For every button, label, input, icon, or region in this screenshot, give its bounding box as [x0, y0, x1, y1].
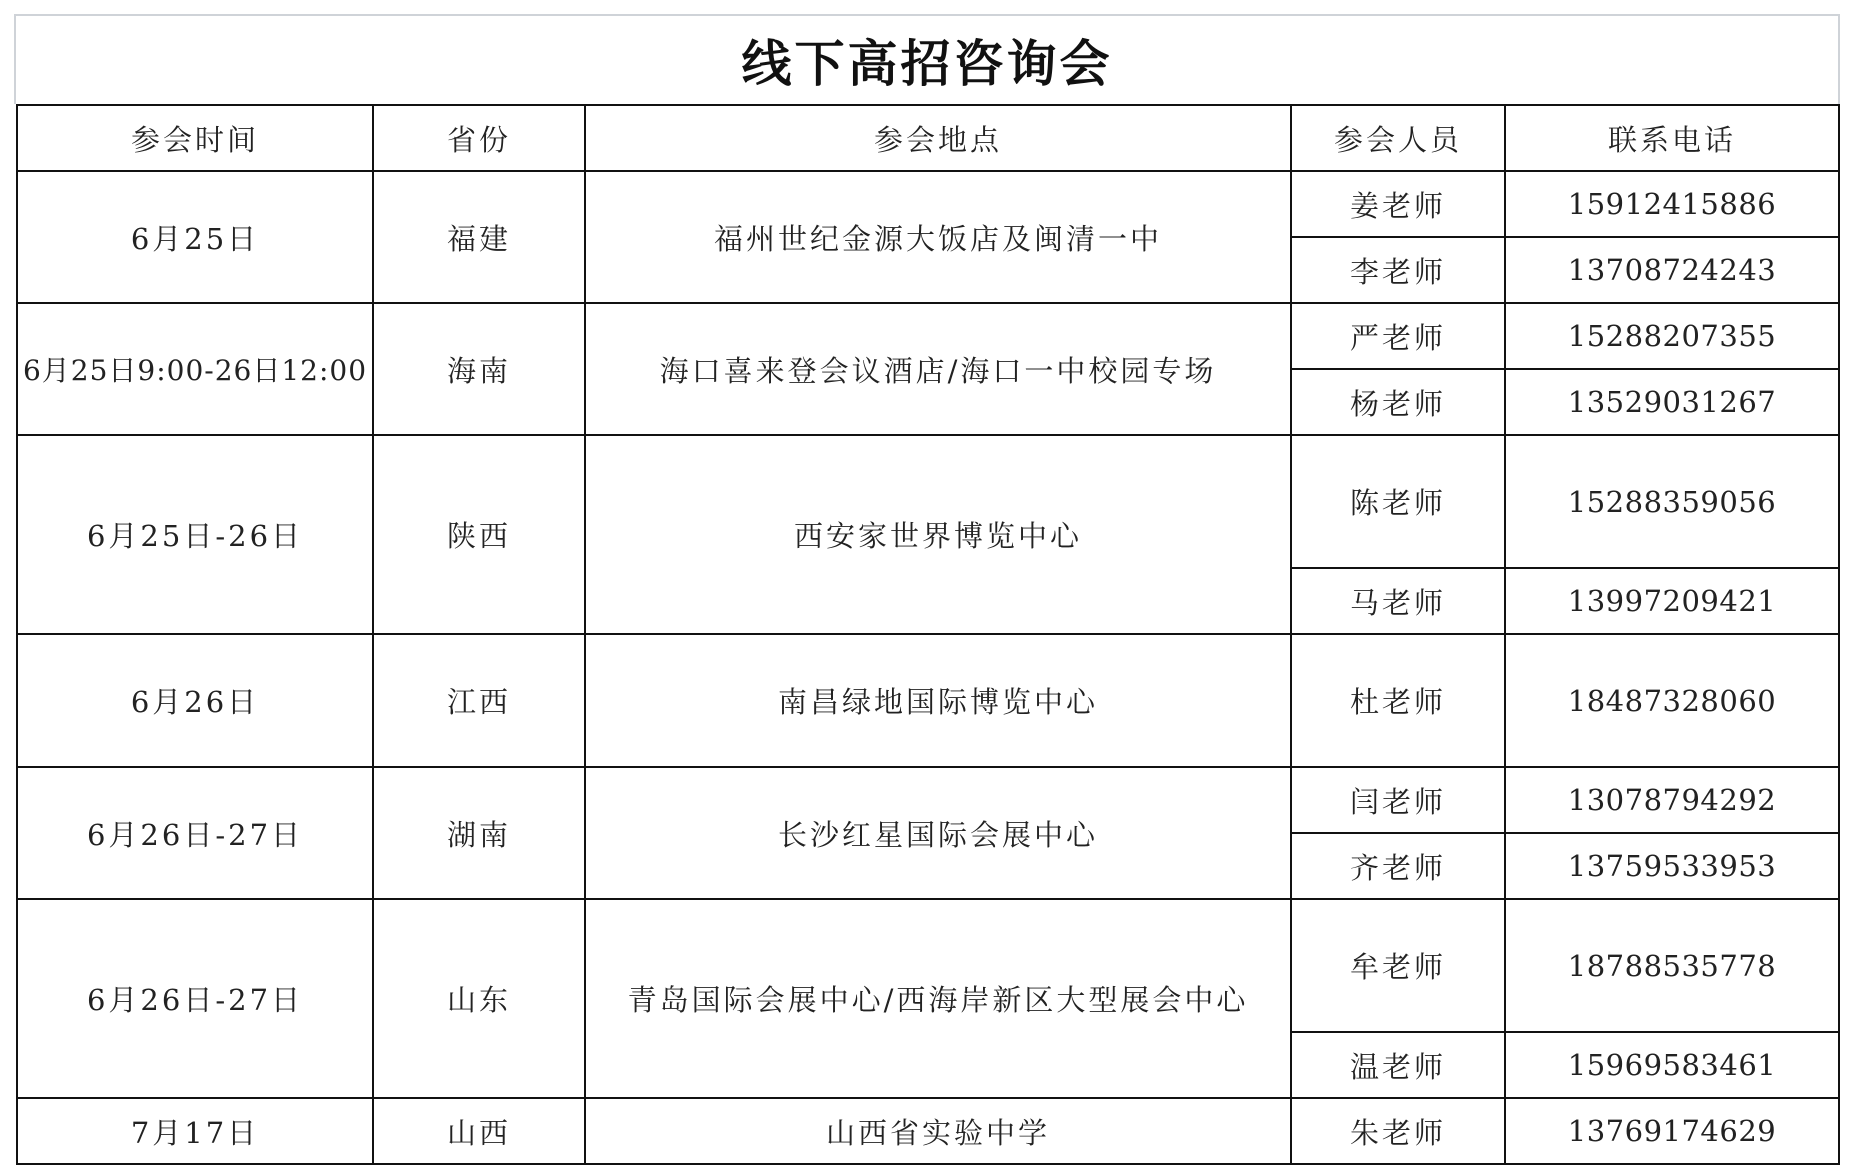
table-row: [17, 634, 1839, 767]
time-cell: 6月25日9:00-26日12:00: [17, 303, 373, 435]
location-cell: 海口喜来登会议酒店/海口一中校园专场: [585, 303, 1291, 435]
header-row: [17, 105, 1839, 171]
phone-cell: 15912415886: [1505, 171, 1839, 237]
staff-cell: 严老师: [1291, 303, 1505, 369]
time-cell: 6月25日-26日: [17, 435, 373, 634]
phone-cell: 13759533953: [1505, 833, 1839, 899]
time-cell: 6月26日-27日: [17, 767, 373, 899]
staff-cell: 陈老师: [1291, 435, 1505, 568]
staff-cell: 朱老师: [1291, 1098, 1505, 1164]
table-row: [17, 303, 1839, 369]
staff-cell: 闫老师: [1291, 767, 1505, 833]
province-cell: 陕西: [373, 435, 585, 634]
table-row: [17, 435, 1839, 568]
staff-cell: 杜老师: [1291, 634, 1505, 767]
staff-cell: 齐老师: [1291, 833, 1505, 899]
location-cell: 西安家世界博览中心: [585, 435, 1291, 634]
phone-cell: 13708724243: [1505, 237, 1839, 303]
phone-cell: 15969583461: [1505, 1032, 1839, 1098]
location-cell: 长沙红星国际会展中心: [585, 767, 1291, 899]
header-province: 省份: [373, 105, 585, 171]
province-cell: 湖南: [373, 767, 585, 899]
document-title: 线下高招咨询会: [741, 35, 1113, 93]
table-row: [17, 171, 1839, 237]
title-right-border: [1838, 14, 1840, 104]
staff-cell: 牟老师: [1291, 899, 1505, 1032]
province-cell: 福建: [373, 171, 585, 303]
staff-cell: 温老师: [1291, 1032, 1505, 1098]
staff-cell: 李老师: [1291, 237, 1505, 303]
header-staff: 参会人员: [1291, 105, 1505, 171]
location-cell: 福州世纪金源大饭店及闽清一中: [585, 171, 1291, 303]
time-cell: 6月26日-27日: [17, 899, 373, 1098]
phone-cell: 15288207355: [1505, 303, 1839, 369]
time-cell: 6月25日: [17, 171, 373, 303]
province-cell: 山西: [373, 1098, 585, 1164]
staff-cell: 姜老师: [1291, 171, 1505, 237]
province-cell: 山东: [373, 899, 585, 1098]
phone-cell: 18788535778: [1505, 899, 1839, 1032]
phone-cell: 15288359056: [1505, 435, 1839, 568]
table-row: [17, 1098, 1839, 1164]
staff-cell: 马老师: [1291, 568, 1505, 634]
header-location: 参会地点: [585, 105, 1291, 171]
phone-cell: 13529031267: [1505, 369, 1839, 435]
location-cell: 南昌绿地国际博览中心: [585, 634, 1291, 767]
phone-cell: 13997209421: [1505, 568, 1839, 634]
phone-cell: 13078794292: [1505, 767, 1839, 833]
header-phone: 联系电话: [1505, 105, 1839, 171]
time-cell: 7月17日: [17, 1098, 373, 1164]
table-body: [17, 105, 1839, 1164]
province-cell: 海南: [373, 303, 585, 435]
consultation-table: [16, 104, 1840, 1165]
location-cell: 山西省实验中学: [585, 1098, 1291, 1164]
phone-cell: 18487328060: [1505, 634, 1839, 767]
table-row: [17, 767, 1839, 833]
table-row: [17, 899, 1839, 1032]
time-cell: 6月26日: [17, 634, 373, 767]
province-cell: 江西: [373, 634, 585, 767]
staff-cell: 杨老师: [1291, 369, 1505, 435]
location-cell: 青岛国际会展中心/西海岸新区大型展会中心: [585, 899, 1291, 1098]
header-time: 参会时间: [17, 105, 373, 171]
phone-cell: 13769174629: [1505, 1098, 1839, 1164]
